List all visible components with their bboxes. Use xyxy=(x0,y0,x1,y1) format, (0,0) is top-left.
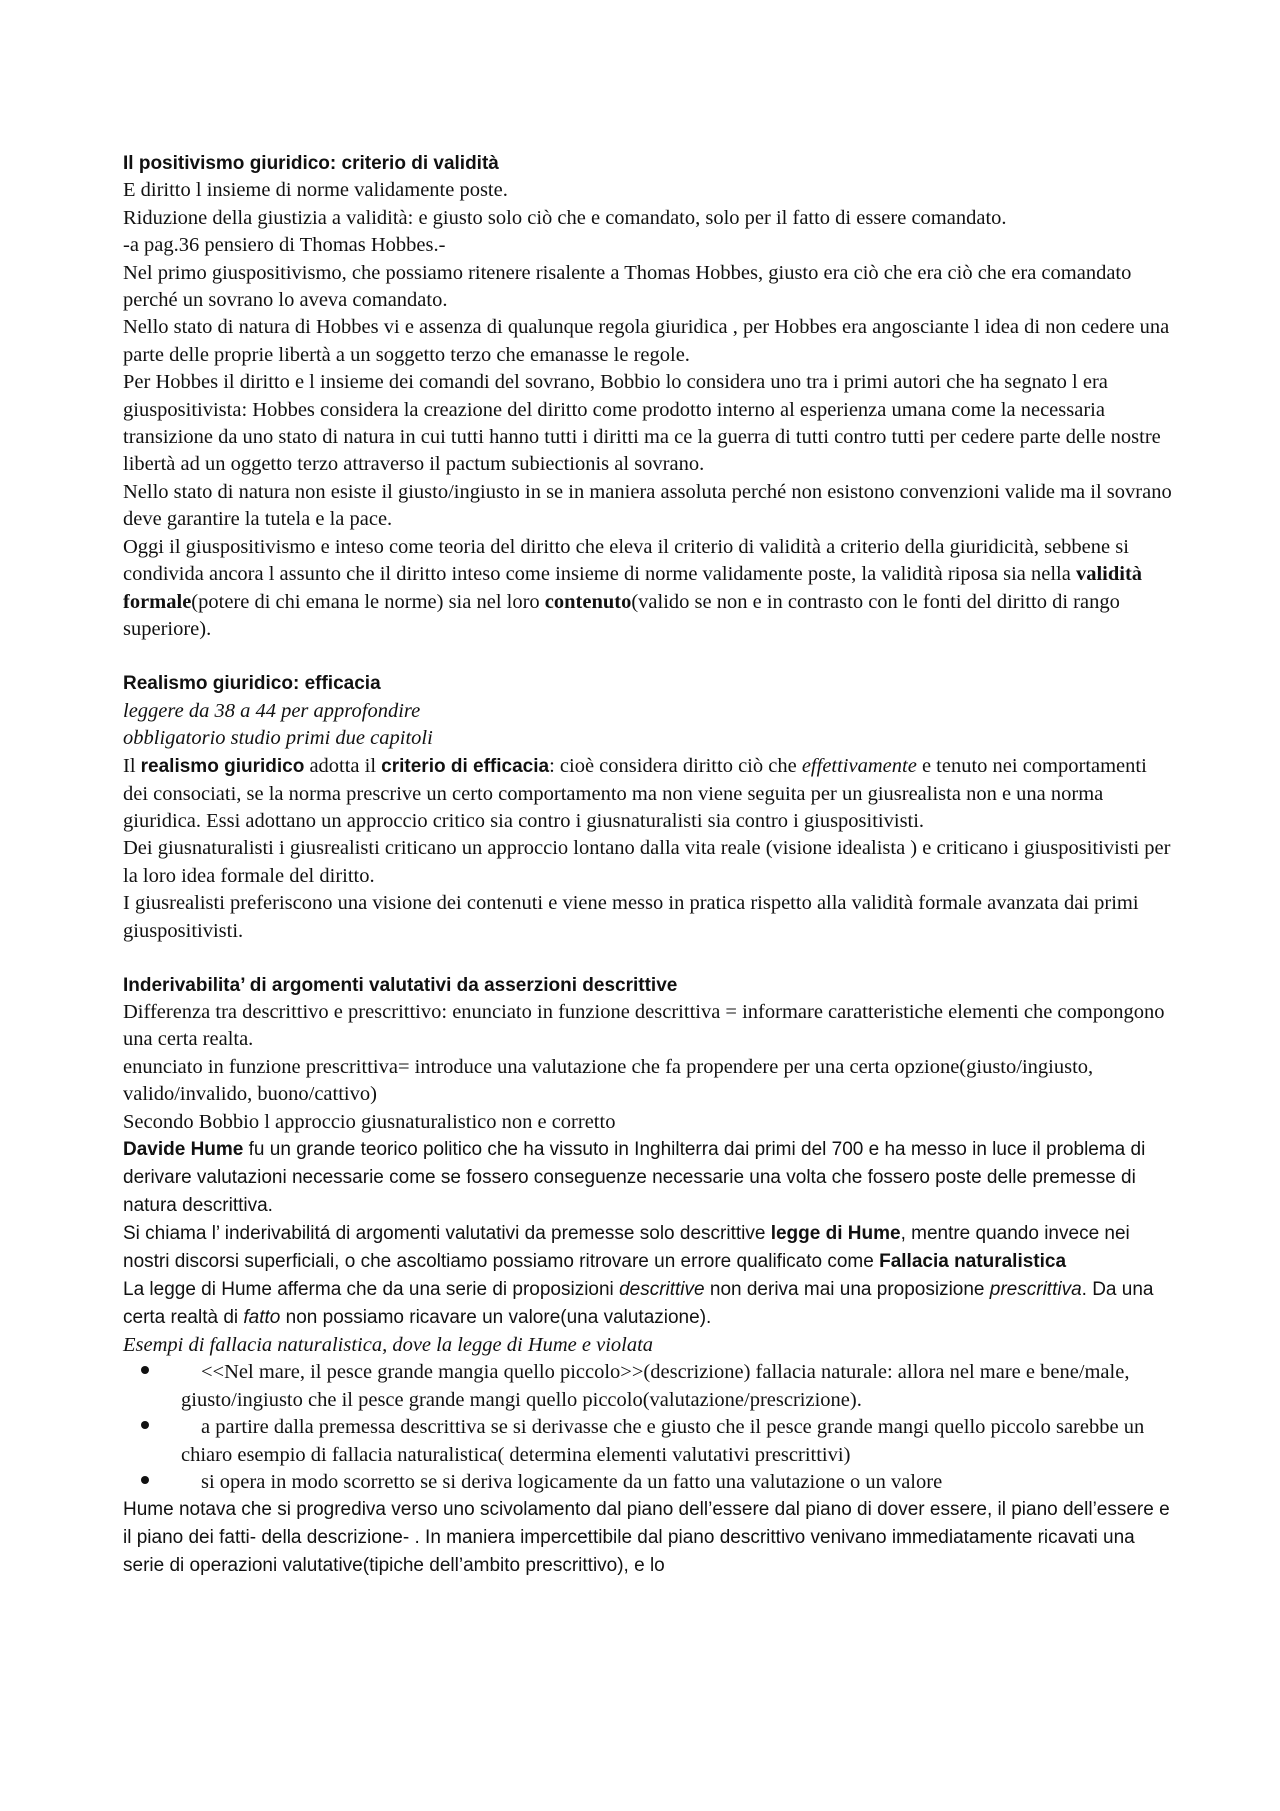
bold-term: contenuto xyxy=(544,590,632,613)
paragraph xyxy=(123,753,1173,836)
text-run: fu un grande teorico politico che ha vissuto in Inghilterra dai primi del 700 e ha messo in luce il problema di derivare valutazioni necessarie come se fossero conseguenze necessarie una volta che fossero poste delle premesse di natura descrittiva. xyxy=(123,1139,1146,1216)
section-heading: Il positivismo giuridico: criterio di validità xyxy=(123,153,499,174)
paragraph: E diritto l insieme di norme validamente poste. xyxy=(123,179,508,202)
list-item xyxy=(123,1469,1173,1496)
paragraph: Nello stato di natura di Hobbes vi e assenza di qualunque regola giuridica , per Hobbes era angosciante l idea di non cedere una parte delle proprie libertà a un soggetto terzo che emanasse le regole. xyxy=(123,316,1170,366)
section-heading: Inderivabilita’ di argomenti valutativi da asserzioni descrittive xyxy=(123,974,678,996)
text-run: adotta il xyxy=(304,754,382,777)
section-hume xyxy=(123,972,1173,1580)
bold-term: Fallacia naturalistica xyxy=(879,1251,1067,1272)
text-run: Oggi il giuspositivismo e inteso come teoria del diritto che eleva il criterio di validità a criterio della giuridicità, sebbene si condivida ancora l assunto che il diritto inteso come insieme di norme validamente poste, la validità riposa sia nella xyxy=(123,535,1129,586)
bullet-icon xyxy=(141,1476,149,1484)
paragraph: Per Hobbes il diritto e l insieme dei comandi del sovrano, Bobbio lo considera uno tra i primi autori che ha segnato l era giuspositivista: Hobbes considera la creazione del diritto come prodotto interno al esperienza umana come la necessaria transizione da uno stato di natura in cui tutti hanno tutti i diritti ma ce la guerra di tutti contro tutti per cedere parte delle nostre libertà ad un oggetto terzo attraverso il pactum subiectionis al sovrano. xyxy=(123,371,1161,476)
paragraph xyxy=(123,534,1173,644)
text-run: (valido se non e in contrasto con le fonti del diritto di rango superiore). xyxy=(123,590,1120,640)
paragraph xyxy=(123,1136,1173,1220)
paragraph: Differenza tra descrittivo e prescrittivo: enunciato in funzione descrittiva = informare caratteristiche elementi che compongono una certa realta. xyxy=(123,1000,1165,1051)
section-positivismo xyxy=(123,150,1173,643)
examples-block xyxy=(123,1332,1173,1496)
text-run: e tenuto nei comportamenti dei consociati, se la norma prescrive un certo comportamento ma non viene seguita per un giusrealista non e una norma giuridica. Essi adottano un approccio critico sia contro i giusnaturalisti sia contro i giuspositivisti. xyxy=(123,754,1147,832)
list-item-text: a partire dalla premessa descrittiva se si derivasse che e giusto che il pesce grande mangi quello piccolo sarebbe un chiaro esempio di fallacia naturalistica( determina elementi valutativi prescrittivi) xyxy=(181,1416,1145,1466)
paragraph: enunciato in funzione prescrittiva= introduce una valutazione che fa propendere per una certa opzione(giusto/ingiusto, valido/invalido, buono/cattivo) xyxy=(123,1055,1094,1106)
italic-term: effettivamente xyxy=(801,754,917,777)
examples-title: Esempi di fallacia naturalistica, dove la legge di Hume e violata xyxy=(123,1334,654,1356)
text-run: La legge di Hume afferma che da una serie di proposizioni xyxy=(123,1279,620,1300)
italic-term: fatto xyxy=(243,1307,281,1328)
sans-block xyxy=(123,1136,1173,1332)
section-realismo xyxy=(123,670,1173,945)
italic-term: prescrittiva xyxy=(989,1279,1082,1300)
list-item-text: si opera in modo scorretto se si deriva logicamente da un fatto una valutazione o un valore xyxy=(201,1471,943,1494)
text-run: non deriva mai una proposizione xyxy=(704,1279,990,1300)
paragraph: Dei giusnaturalisti i giusrealisti criticano un approccio lontano dalla vita reale (visione idealista ) e criticano i giuspositivisti per la loro idea formale del diritto. xyxy=(123,837,1171,887)
document-page xyxy=(123,150,1173,1580)
text-run: . Da una certa realtà di xyxy=(123,1279,1154,1328)
paragraph: Hume notava che si progrediva verso uno scivolamento dal piano dell’essere dal piano di dover essere, il piano dell’essere e il piano dei fatti- della descrizione- . In maniera impercettibile dal piano descrittivo venivano immediatamente ricavati una serie di operazioni valutative(tipiche dell’ambito prescrittivo), e lo xyxy=(123,1499,1170,1577)
paragraph: Nel primo giuspositivismo, che possiamo ritenere risalente a Thomas Hobbes, giusto era ciò che era ciò che era comandato perché un sovrano lo aveva comandato. xyxy=(123,261,1132,312)
bold-term: criterio di efficacia xyxy=(381,755,550,777)
italic-note: obbligatorio studio primi due capitoli xyxy=(123,727,433,750)
italic-term: descrittive xyxy=(619,1279,705,1300)
paragraph: -a pag.36 pensiero di Thomas Hobbes.- xyxy=(123,234,446,257)
text-run: non possiamo ricavare un valore(una valutazione). xyxy=(280,1307,712,1328)
paragraph xyxy=(123,1220,1173,1276)
bold-term: validità formale xyxy=(123,563,1143,613)
text-run: (potere di chi emana le norme) sia nel loro xyxy=(191,590,545,613)
bullet-icon xyxy=(141,1421,149,1429)
sans-block-end xyxy=(123,1496,1173,1580)
text-run: Si chiama l’ inderivabilitá di argomenti valutativi da premesse solo descrittive xyxy=(123,1223,771,1244)
paragraph: Nello stato di natura non esiste il giusto/ingiusto in se in maniera assoluta perché non esistono convenzioni valide ma il sovrano deve garantire la tutela e la pace. xyxy=(123,480,1172,531)
bold-term: Davide Hume xyxy=(123,1139,244,1160)
paragraph: Riduzione della giustizia a validità: e giusto solo ciò che e comandato, solo per il fatto di essere comandato. xyxy=(123,206,1007,229)
list-item-text: <<Nel mare, il pesce grande mangia quello piccolo>>(descrizione) fallacia naturale: allora nel mare e bene/male, giusto/ingiusto che il pesce grande mangi quello piccolo(valutazione/prescrizione). xyxy=(181,1361,1130,1411)
text-run: , mentre quando invece nei nostri discorsi superficiali, o che ascoltiamo possiamo ritrovare un errore qualificato come xyxy=(123,1223,1130,1272)
list-item xyxy=(123,1414,1173,1469)
paragraph xyxy=(123,1276,1173,1332)
spacer xyxy=(123,945,1173,972)
serif-block xyxy=(123,999,1173,1136)
text-run: : cioè considera diritto ciò che xyxy=(549,754,802,777)
list-item xyxy=(123,1359,1173,1414)
italic-note: leggere da 38 a 44 per approfondire xyxy=(123,699,421,722)
bold-term: legge di Hume xyxy=(770,1223,901,1244)
paragraph: Secondo Bobbio l approccio giusnaturalistico non e corretto xyxy=(123,1110,616,1133)
section-heading: Realismo giuridico: efficacia xyxy=(123,673,381,695)
bullet-list xyxy=(123,1359,1173,1496)
paragraph: I giusrealisti preferiscono una visione dei contenuti e viene messo in pratica rispetto alla validità formale avanzata dai primi giuspositivisti. xyxy=(123,892,1139,942)
bullet-icon xyxy=(141,1366,149,1374)
spacer xyxy=(123,643,1173,670)
bold-term: realismo giuridico xyxy=(140,755,305,777)
text-run: Il xyxy=(123,754,141,777)
